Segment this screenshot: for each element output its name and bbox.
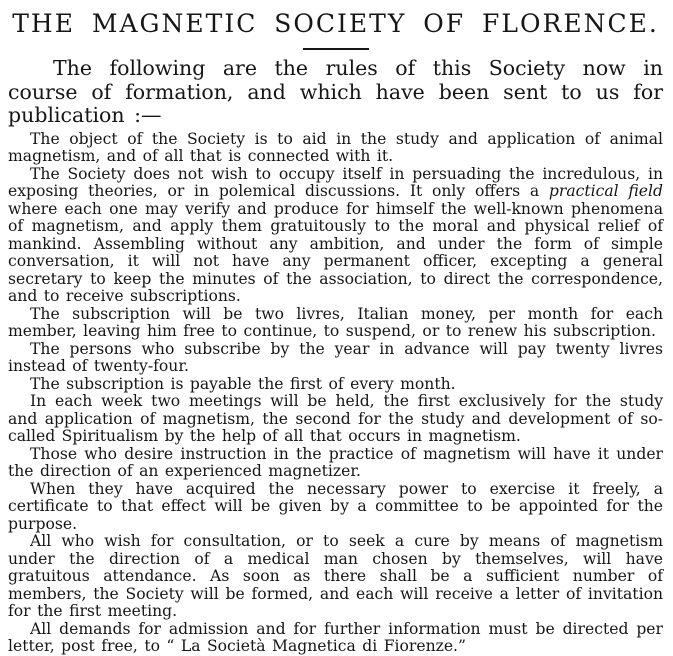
paragraph-text: The persons who subscribe by the year in advance will pay twenty livres instead of twenty-four. — [8, 339, 663, 375]
paragraph-text: The subscription will be two livres, Italian money, per month for each member, leaving him free to continue, to suspend, or to renew his subscription. — [8, 304, 663, 340]
paragraph — [8, 533, 663, 621]
paragraph-text: In each week two meetings will be held, the first exclusively for the study and application of magnetism, the second for the study and development of so-called Spiritualism by the help of all that occurs in magnetism. — [8, 392, 663, 445]
paragraph — [8, 621, 663, 656]
paragraph-text: The subscription is payable the first of every month. — [30, 374, 456, 393]
paragraph — [8, 393, 663, 446]
paragraph-text: The Society does not wish to occupy itself in persuading the incredulous, in exposing theories, or in polemical discussions. It only offers a — [8, 164, 663, 200]
paragraph — [8, 446, 663, 481]
paragraph-text-italic: practical field — [548, 182, 664, 200]
paragraph-text: All demands for admission and for further information must be directed per letter, post free, to “ La Società Magnetica di Fiorenze.” — [8, 619, 663, 655]
body-paragraphs — [8, 131, 663, 656]
page-title: THE MAGNETIC SOCIETY OF FLORENCE. — [12, 9, 659, 38]
paragraph — [8, 481, 663, 534]
paragraph — [8, 376, 663, 394]
paragraph — [8, 341, 663, 376]
paragraph-text: When they have acquired the necessary power to exercise it freely, a certificate to that effect will be given by a committee to be appointed for the purpose. — [8, 479, 663, 533]
paragraph — [8, 306, 663, 341]
paragraph-text: All who wish for consultation, or to seek a cure by means of magnetism under the direction of a medical man chosen by themselves, will have gratuitous attendance. As soon as there shall be a sufficient number of members, the Society will be formed, and each will receive a letter of invitation for the first meeting. — [8, 532, 663, 620]
paragraph-text: Those who desire instruction in the practice of magnetism will have it under the direction of an experienced magnetizer. — [8, 444, 663, 480]
intro-paragraph: The following are the rules of this Society now in course of formation, and which have been sent to us for publication :— — [8, 56, 663, 127]
paragraph-text: where each one may verify and produce for himself the well-known phenomena of magnetism, and apply them gratuitously to the moral and physical relief of mankind. Assembling without any ambition, and under the form of simple conversation, it will not have any permanent officer, excepting a general secretary to keep the minutes of the association, to direct the correspondence, and to receive subscriptions. — [8, 199, 663, 305]
paragraph — [8, 131, 663, 166]
paragraph-text: The object of the Society is to aid in the study and application of animal magnetism, and of all that is connected with it. — [8, 129, 663, 165]
title-divider — [303, 48, 369, 50]
paragraph — [8, 166, 663, 306]
